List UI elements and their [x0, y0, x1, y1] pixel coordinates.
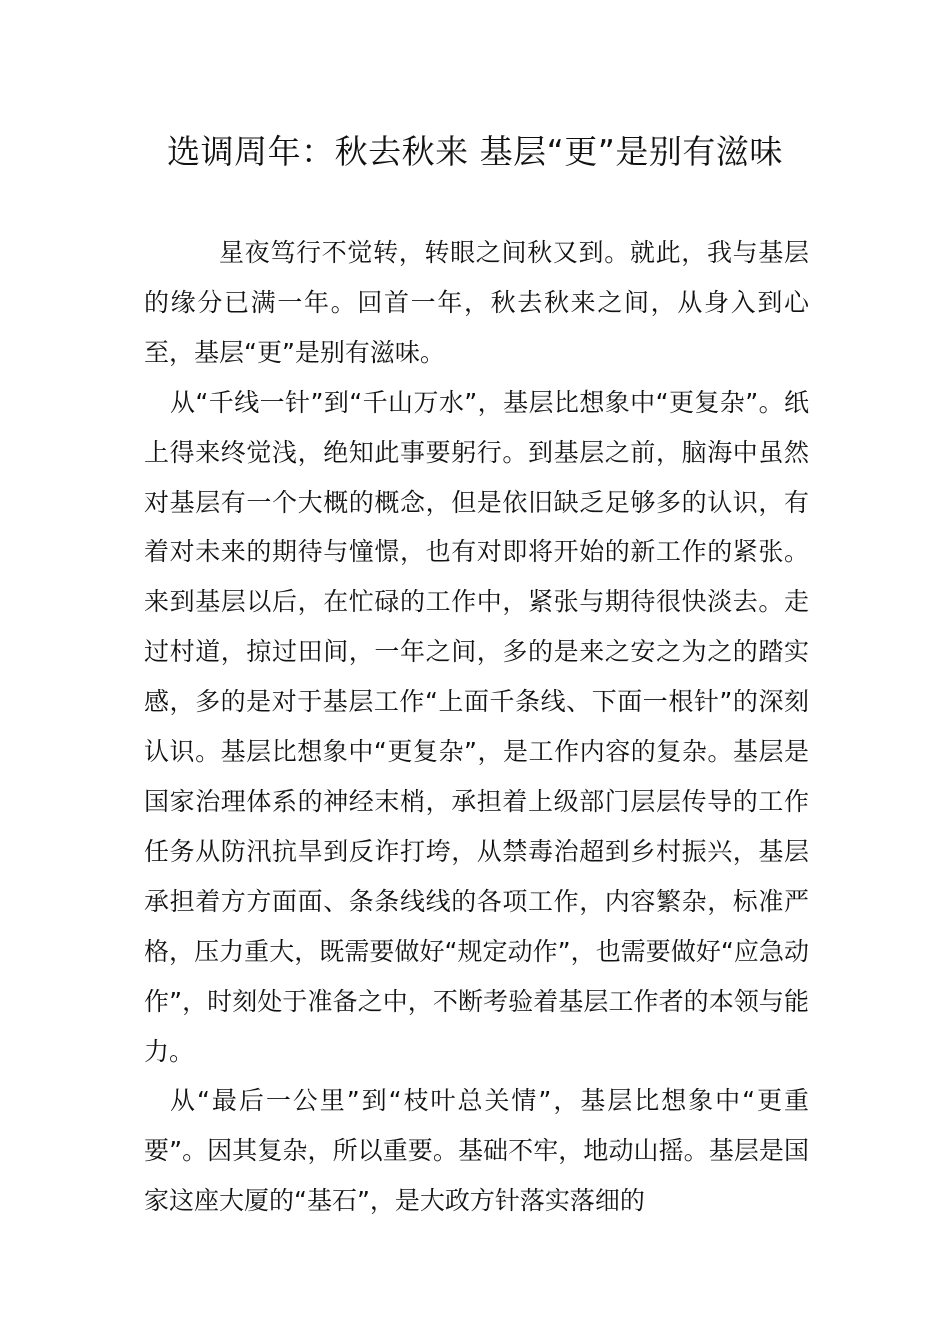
document-title: 选调周年：秋去秋来 基层“更”是别有滋味 [167, 132, 783, 171]
paragraph-2: 从“千线一针”到“千山万水”，基层比想象中“更复杂”。纸上得来终觉浅，绝知此事要躬行。到基层之前，脑海中虽然对基层有一个大概的概念，但是依旧缺乏足够多的认识，有着对未来的期待与憧憬，也有对即将开始的新工作的紧张。来到基层以后，在忙碌的工作中，紧张与期待很快淡去。走过村道，掠过田间，一年之间，多的是来之安之为之的踏实感，多的是对于基层工作“上面千条线、下面一根针”的深刻认识。基层比想象中“更复杂”，是工作内容的复杂。基层是国家治理体系的神经末梢，承担着上级部门层层传导的工作任务从防汛抗旱到反诈打垮，从禁毒治超到乡村振兴，基层承担着方方面面、条条线线的各项工作，内容繁杂，标准严格，压力重大，既需要做好“规定动作”，也需要做好“应急动作”，时刻处于准备之中，不断考验着基层工作者的本领与能力。 [144, 387, 809, 1066]
paragraph-3: 从“最后一公里”到“枝叶总关情”，基层比想象中“更重要”。因其复杂，所以重要。基础不牢，地动山摇。基层是国家这座大厦的“基石”，是大政方针落实落细的 [144, 1086, 809, 1216]
document-body [144, 228, 809, 1226]
paragraph-1: 星夜笃行不觉转，转眼之间秋又到。就此，我与基层的缘分已满一年。回首一年，秋去秋来之间，从身入到心至，基层“更”是别有滋味。 [144, 238, 809, 367]
